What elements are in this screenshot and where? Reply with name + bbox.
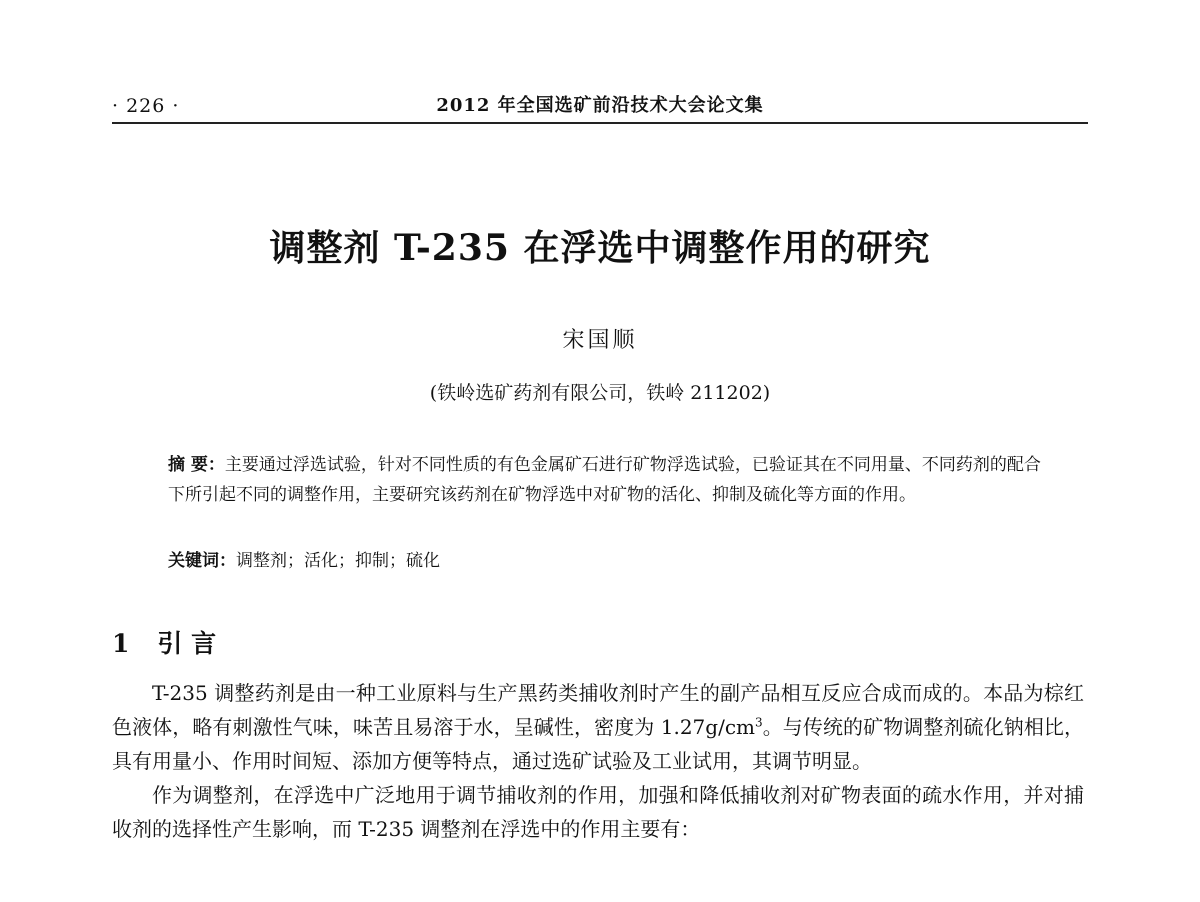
running-header [112,92,1088,120]
section-number: 1 [112,629,130,658]
abstract-text: 主要通过浮选试验，针对不同性质的有色金属矿石进行矿物浮选试验，已验证其在不同用量、不同药剂的配合下所引起不同的调整作用，主要研究该药剂在矿物浮选中对矿物的活化、抑制及硫化等方面的作用。 [168,455,1041,505]
paragraph-text: 。与传统的矿物调整剂硫化钠相比，具有用量小、作用时间短、添加方便等特点，通过选矿试验及工业试用，其调节明显。 [112,715,1084,773]
header-rule [112,122,1088,124]
author-name: 宋国顺 [562,328,638,353]
keywords [168,546,1048,576]
author-affiliation: (铁岭选矿药剂有限公司，铁岭 211202) [429,382,771,404]
body-paragraph [112,676,1084,778]
abstract [168,450,1048,510]
section-body [112,676,1084,846]
section-heading [112,624,216,664]
keywords-text: 调整剂；活化；抑制；硫化 [236,551,440,571]
page-number: · 226 · [112,95,180,117]
paper-title: 调整剂 T-235 在浮选中调整作用的研究 [269,227,931,269]
proceedings-title: 2012 年全国选矿前沿技术大会论文集 [436,95,764,116]
paragraph-text: T-235 调整药剂是由一种工业原料与生产黑药类捕收剂时产生的副产品相互反应合成而成的。本品为棕红色液体，略有刺激性气味，味苦且易溶于水，呈碱性，密度为 1.27g/cm [112,681,1084,739]
body-paragraph: 作为调整剂，在浮选中广泛地用于调节捕收剂的作用，加强和降低捕收剂对矿物表面的疏水作用，并对捕收剂的选择性产生影响，而 T-235 调整剂在浮选中的作用主要有： [112,783,1084,841]
keywords-label: 关键词： [168,551,236,571]
section-title: 引 言 [157,629,217,658]
abstract-label: 摘 要： [168,455,225,475]
superscript: 3 [754,715,763,730]
